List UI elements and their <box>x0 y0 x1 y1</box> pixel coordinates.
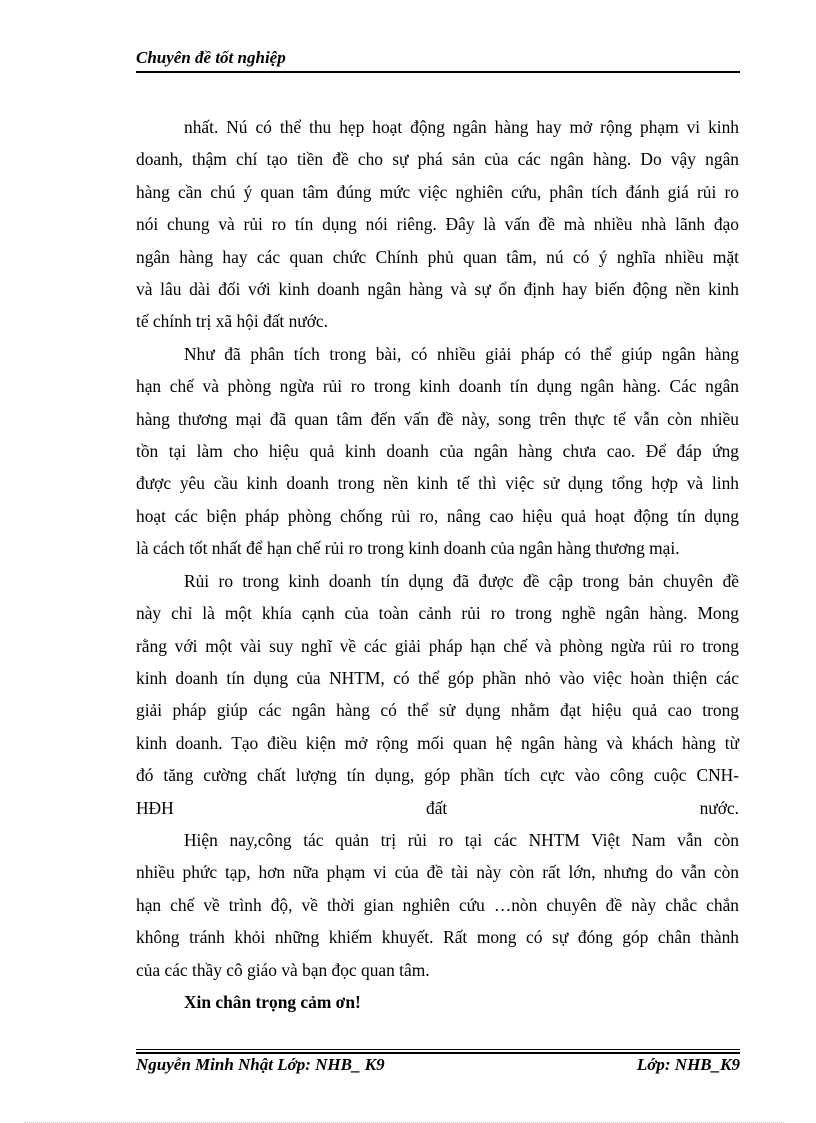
header-title: Chuyên đề tốt nghiệp <box>136 48 286 67</box>
paragraph-4 <box>136 824 739 986</box>
closing-line <box>136 986 739 1018</box>
text-line: đó tăng cường chất lượng tín dụng, góp phần tích cực vào công cuộc CNH- <box>136 765 739 786</box>
footer-rule-thick <box>136 1052 740 1054</box>
text-line: giải pháp giúp các ngân hàng có thể sử dụng nhằm đạt hiệu quả cao trong <box>136 700 739 721</box>
text-line: tế chính trị xã hội đất nước. <box>136 311 328 332</box>
text-line: doanh, thậm chí tạo tiền đề cho sự phá sản của các ngân hàng. Do vậy ngân <box>136 149 739 170</box>
text-line: hàng thương mại đã quan tâm đến vấn đề này, song trên thực tế vẫn còn nhiều <box>136 408 739 429</box>
text-line: Rủi ro trong kinh doanh tín dụng đã được đề cập trong bản chuyên đề <box>184 570 739 591</box>
text-line: hoạt các biện pháp phòng chống rủi ro, nâng cao hiệu quả hoạt động tín dụng <box>136 505 739 526</box>
paragraph-2 <box>136 338 739 565</box>
text-line: nhiều phức tạp, hơn nữa phạm vi của đề tài này còn rất lớn, nhưng do vẫn còn <box>136 862 739 883</box>
footer-rule <box>136 1049 740 1050</box>
text-line: và lâu dài đối với kinh doanh ngân hàng và sự ổn định hay biến động nền kinh <box>136 279 739 300</box>
text-line: Như đã phân tích trong bài, có nhiều giải pháp có thể giúp ngân hàng <box>184 343 739 364</box>
page-header <box>136 48 740 72</box>
text-line: nhất. Nú có thể thu hẹp hoạt động ngân hàng hay mở rộng phạm vi kinh <box>184 117 739 137</box>
closing-text: Xin chân trọng cảm ơn! <box>184 991 361 1012</box>
footer-class: Lớp: NHB_K9 <box>636 1055 740 1074</box>
text-line: HĐH đất nước. <box>136 797 739 818</box>
text-line: tồn tại làm cho hiệu quả kinh doanh của ngân hàng chưa cao. Để đáp ứng <box>136 441 739 462</box>
text-line: này chỉ là một khía cạnh của toàn cảnh rủi ro trong nghề ngân hàng. Mong <box>136 603 739 624</box>
text-line: ngân hàng hay các quan chức Chính phủ quan tâm, nú có ý nghĩa nhiều mặt <box>136 246 739 267</box>
header-rule <box>136 71 740 73</box>
text-line: rằng với một vài suy nghĩ về các giải pháp hạn chế và phòng ngừa rủi ro trong <box>136 635 739 656</box>
text-line: kinh doanh. Tạo điều kiện mở rộng mối quan hệ ngân hàng và khách hàng từ <box>136 732 739 753</box>
text-line: được yêu cầu kinh doanh trong nền kinh tế thì việc sử dụng tổng hợp và linh <box>136 473 739 494</box>
text-line: kinh doanh tín dụng của NHTM, có thể góp phần nhỏ vào việc hoàn thiện các <box>136 667 739 688</box>
paragraph-3 <box>136 565 739 824</box>
document-body <box>136 111 739 1018</box>
text-line: của các thầy cô giáo và bạn đọc quan tâm. <box>136 959 430 980</box>
page-footer <box>136 1046 740 1076</box>
text-line: là cách tốt nhất để hạn chế rủi ro trong kinh doanh của ngân hàng thương mại. <box>136 538 680 559</box>
text-line: hàng cần chú ý quan tâm đúng mức việc nghiên cứu, phân tích đánh giá rủi ro <box>136 181 739 202</box>
text-line: Hiện nay,công tác quản trị rủi ro tại các NHTM Việt Nam vẫn còn <box>184 829 739 850</box>
text-line: nói chung và rủi ro tín dụng nói riêng. Đây là vấn đề mà nhiều nhà lãnh đạo <box>136 214 739 235</box>
text-line: hạn chế và phòng ngừa rủi ro trong kinh doanh tín dụng ngân hàng. Các ngân <box>136 376 739 397</box>
text-line: không tránh khỏi những khiếm khuyết. Rất mong có sự đóng góp chân thành <box>136 927 739 948</box>
footer-author: Nguyễn Minh Nhật Lớp: NHB_ K9 <box>136 1055 385 1074</box>
paragraph-1 <box>136 111 739 338</box>
text-line: hạn chế về trình độ, về thời gian nghiên cứu …nòn chuyên đề này chắc chắn <box>136 894 739 915</box>
